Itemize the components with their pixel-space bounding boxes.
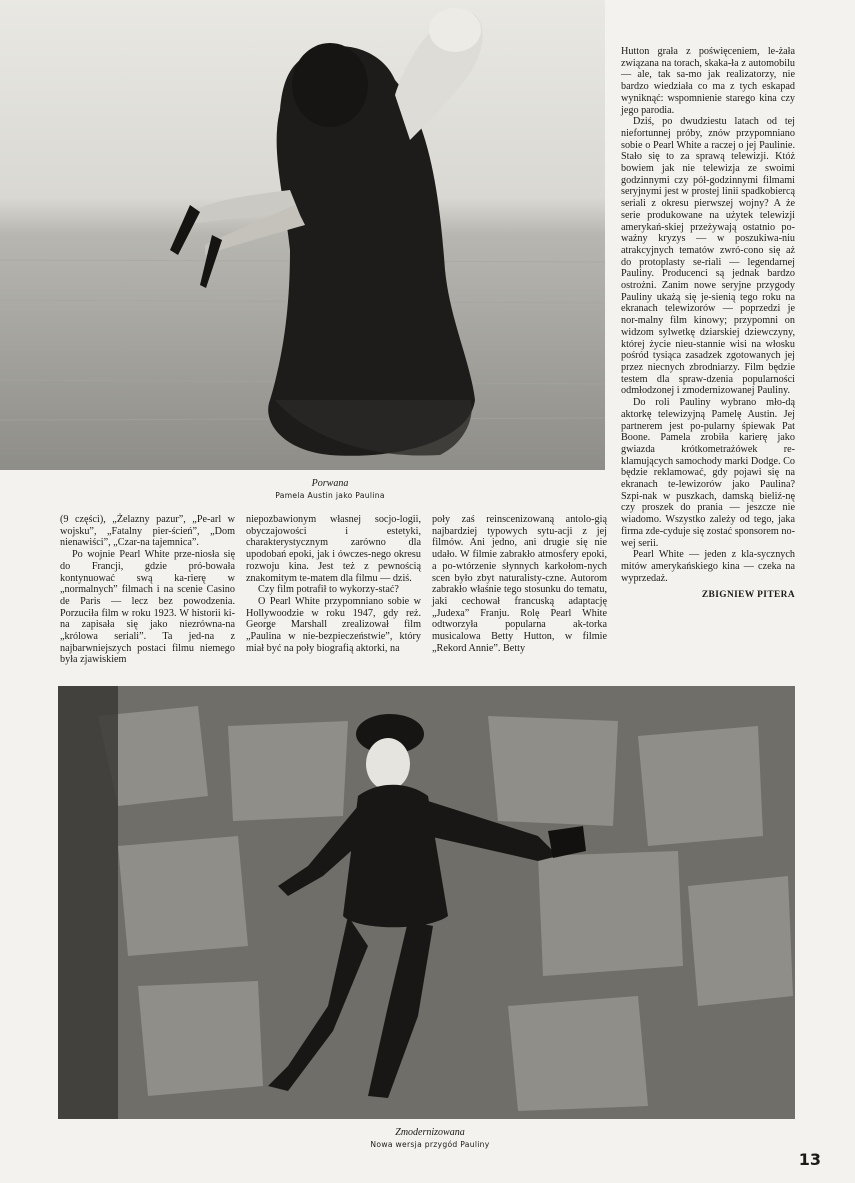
top-photo: [0, 0, 605, 470]
col1-paragraph-2: Po wojnie Pearl White prze-niosła się do Francji, gdzie pró-bowała kontynuować swą ka-rierę w „normalnych” filmach i na scenie Casino de Paris — lecz bez powodzenia. Porzuciła film w roku 1923. W historii ki-na zapisała się jako niezrówna-na „królowa seriali”. Ta jed-na z najbarwniejszych postaci filmu niemego była zjawiskiem: [60, 549, 235, 666]
top-caption: [240, 478, 420, 502]
article-right-column: [621, 46, 795, 602]
top-caption-title: Porwana: [311, 478, 349, 489]
right-paragraph-3: Do roli Pauliny wybrano mło-dą aktorkę telewizyjną Pamelę Austin. Jej partnerem jest po-pularny śpiewak Pat Boone. Pamela zrobiła karierę jako gwiazda krótkometrażówek re-klamujących samochody marki Dodge. Co będzie reklamować, gdy pojawi się na ekranach te-lewizorów jako Paulina? Szpi-nak w puszkach, damską bieliź-nę czy proszek do prania — jeszcze nie wiadomo. Wszystko zależy od tego, jaka firma zde-cyduje się zostać sponsorem no-wej serii.: [621, 397, 795, 549]
col3-paragraph-1: poły zaś reinscenizowaną antolo-gią najbardziej typowych sytu-acji z jej filmów. Ani jedno, ani drugie się nie udało. W filmie zabrakło atmosfery epoki, a po-wtórzenie słynnych karkołom-nych scen było zbyt naturalisty-czne. Autorom zabrakło właśnie tego stosunku do tematu, jaki cechował francuską adaptację „Judexa” Franju. Rolę Pearl White odtworzyła popularna ak-torka musicalowa Betty Hutton, w filmie „Rekord Annie”. Betty: [432, 514, 607, 654]
right-paragraph-4: Pearl White — jeden z kla-sycznych mitów amerykańskiego kina — czeka na wyprzedaż.: [621, 549, 795, 584]
bottom-caption: [320, 1127, 540, 1151]
right-paragraph-2: Dziś, po dwudziestu latach od tej niefortunnej próby, znów przypomniano sobie o Pearl White a raczej o jej Paulinie. Stało się to za sprawą telewizji. Któż bowiem jak nie telewizja ze swoimi godzinnymi czy pół-godzinnymi filmami seryjnymi jest w prostej linii spadkobiercą seriali z okresu pierwszej wojny? A że serie produkowane na użytek telewizji amerykań-skiej przeżywają ostatnio po-ważny kryzys — w poszukiwa-niu atrakcyjnych tematów zwró-cono się aż do protoplasty se-riali — legendarnej Pauliny. Producenci są jednak bardzo ostrożni. Zanim nowe seryjne przygody Pauliny ukażą się je-sienią tego roku na ekranach telewizorów — poprzedzi je nor-malny film kinowy; przypomni on widzom sylwetkę dziarskiej dziewczyny, której życie nieu-stannie wisi na włosku pośród tysiąca zasadzek zgotowanych jej przez niecnych zbrodniarzy. Film będzie testem dla spraw-dzenia popularności odmłodzonej i zmodernizowanej Pauliny.: [621, 116, 795, 397]
right-paragraph-1: Hutton grała z poświęceniem, le-żała związana na torach, skaka-ła z automobilu — ale, tak sa-mo jak realizatorzy, nie bardzo wiedziała co ma z tych eskapad wyniknąć: wspomnienie starego kina czy jego parodia.: [621, 46, 795, 116]
col1-paragraph-1: (9 części), „Żelazny pazur”, „Pe-arl w wojsku”, „Fatalny pier-ścień”, „Dom nienawiści”, „Czar-na tajemnica”.: [60, 514, 235, 549]
bottom-photo: [58, 686, 795, 1119]
article-col-3: [432, 514, 607, 654]
author-signature: ZBIGNIEW PITERA: [701, 590, 795, 601]
article-col-1: [60, 514, 235, 666]
col2-paragraph-3: O Pearl White przypomniano sobie w Hollywoodzie w roku 1947, gdy reż. George Marshall zrealizował film „Paulina w nie-bezpieczeństwie”, który miał być na poły biografią aktorki, na: [246, 595, 421, 654]
top-photo-image: [0, 0, 605, 470]
article-col-2: [246, 514, 421, 654]
bottom-photo-image: [58, 686, 795, 1119]
col2-paragraph-2: Czy film potrafił to wykorzy-stać?: [258, 584, 399, 596]
top-caption-subtitle: Pamela Austin jako Paulina: [275, 491, 385, 500]
col2-paragraph-1: niepozbawionym własnej socjo-logii, obyczajowości i estetyki, charakterystycznym zarówno dla upodobań epoki, jak i ówczes-nego okresu rozwoju kina. Jest też z pewnością znakomitym te-matem dla filmu — dziś.: [246, 514, 421, 584]
bottom-caption-title: Zmodernizowana: [395, 1127, 465, 1138]
page-number: 13: [798, 1150, 821, 1169]
bottom-caption-subtitle: Nowa wersja przygód Pauliny: [370, 1140, 490, 1149]
